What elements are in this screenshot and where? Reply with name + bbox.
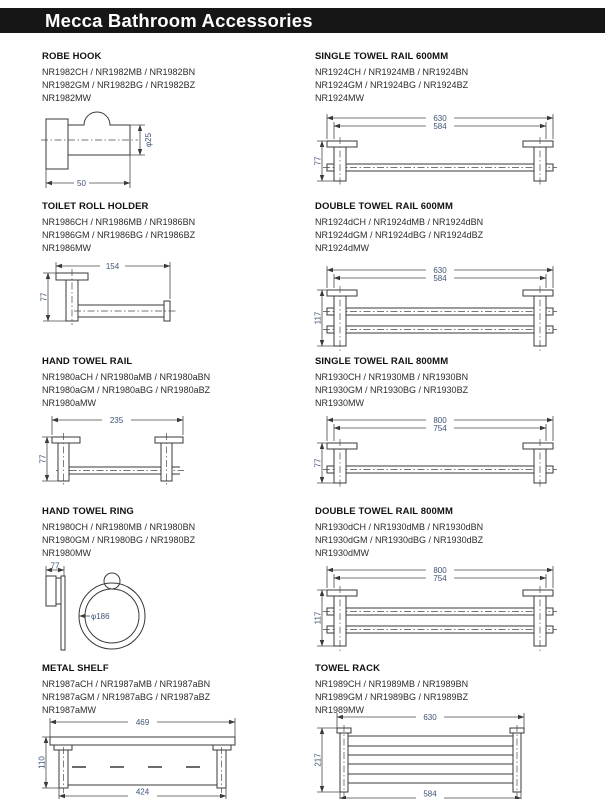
product-codes: NR1982GM / NR1982BG / NR1982BZ [42, 80, 196, 90]
dim-label: 424 [135, 787, 150, 797]
product-title: DOUBLE TOWEL RAIL 600MM [315, 201, 453, 212]
page-title: Mecca Bathroom Accessories [45, 10, 313, 31]
left-flange [327, 141, 357, 147]
rack-bars [348, 736, 513, 783]
section-single-towel-rail-600 [315, 51, 603, 201]
product-title: TOILET ROLL HOLDER [42, 201, 149, 212]
left-flange [327, 590, 357, 596]
left-flange [54, 745, 72, 750]
right-flange [213, 745, 231, 750]
product-codes: NR1924dCH / NR1924dMB / NR1924dBN [315, 217, 484, 227]
product-codes: NR1989GM / NR1989BG / NR1989BZ [315, 692, 469, 702]
section-double-towel-rail-600 [315, 201, 603, 351]
double-towel-rail-drawing [315, 564, 565, 656]
single-towel-rail-drawing [315, 111, 565, 191]
product-codes: NR1989MW [315, 705, 365, 715]
product-codes: NR1987aMW [42, 705, 97, 715]
product-codes: NR1986CH / NR1986MB / NR1986BN [42, 217, 196, 227]
product-codes: NR1980aGM / NR1980aBG / NR1980aBZ [42, 385, 211, 395]
dim-label: 50 [77, 179, 86, 188]
dim-label: 77 [38, 454, 48, 464]
product-codes: NR1930dMW [315, 548, 370, 558]
product-codes: NR1980CH / NR1980MB / NR1980BN [42, 522, 196, 532]
product-codes: NR1930MW [315, 398, 365, 408]
product-title: HAND TOWEL RAIL [42, 356, 133, 367]
product-codes: NR1980MW [42, 548, 92, 558]
product-codes: NR1989CH / NR1989MB / NR1989BN [315, 679, 469, 689]
product-codes: NR1987aGM / NR1987aBG / NR1987aBZ [42, 692, 211, 702]
dim-label: 630 [423, 713, 437, 722]
left-flange [52, 437, 80, 443]
dim-label: 217 [313, 753, 323, 767]
product-title: SINGLE TOWEL RAIL 600MM [315, 51, 449, 62]
product-title: HAND TOWEL RING [42, 506, 134, 517]
product-codes: NR1924dMW [315, 243, 370, 253]
product-codes: NR1930GM / NR1930BG / NR1930BZ [315, 385, 469, 395]
product-codes: NR1986GM / NR1986BG / NR1986BZ [42, 230, 196, 240]
dim-label: 584 [433, 274, 447, 283]
metal-shelf-drawing [37, 715, 245, 799]
dim-label: φ186 [91, 612, 110, 621]
dim-label: 117 [313, 611, 323, 625]
robe-hook-drawing [40, 111, 165, 196]
product-codes: NR1930dGM / NR1930dBG / NR1930dBZ [315, 535, 484, 545]
section-towel-rack [315, 663, 603, 799]
product-codes: NR1980GM / NR1980BG / NR1980BZ [42, 535, 196, 545]
towel-rack-drawing [315, 710, 550, 799]
ring-side-profile [61, 576, 65, 650]
dim-label: 77 [313, 156, 323, 166]
product-title: ROBE HOOK [42, 51, 102, 62]
dim-label: 754 [433, 574, 447, 583]
section-hand-towel-rail [38, 356, 307, 504]
dim-label: 469 [135, 718, 150, 727]
right-post [217, 750, 226, 788]
header-bar [0, 8, 605, 33]
product-codes: NR1987aCH / NR1987aMB / NR1987aBN [42, 679, 211, 689]
product-codes: NR1924MW [315, 93, 365, 103]
dim-label: 77 [313, 458, 323, 468]
plate-hub [56, 578, 61, 604]
dim-label: 77 [39, 292, 49, 302]
dim-label: 154 [105, 262, 120, 271]
product-codes: NR1980aMW [42, 398, 97, 408]
product-codes: NR1982MW [42, 93, 92, 103]
right-flange [523, 290, 553, 296]
left-flange [327, 290, 357, 296]
product-codes: NR1924GM / NR1924BG / NR1924BZ [315, 80, 469, 90]
toilet-roll-holder-drawing [40, 259, 180, 337]
product-title: TOWEL RACK [315, 663, 381, 674]
product-codes: NR1980aCH / NR1980aMB / NR1980aBN [42, 372, 211, 382]
hand-towel-ring-drawing [40, 562, 160, 657]
dim-label: 117 [313, 311, 323, 325]
dim-label: 110 [37, 756, 47, 769]
section-metal-shelf [37, 663, 307, 799]
product-codes: NR1924dGM / NR1924dBG / NR1924dBZ [315, 230, 484, 240]
right-flange [523, 590, 553, 596]
dim-label: 584 [423, 789, 437, 799]
right-flange [523, 141, 553, 147]
dim-label: 754 [433, 424, 447, 433]
product-codes: NR1924CH / NR1924MB / NR1924BN [315, 67, 469, 77]
right-flange [155, 437, 183, 443]
product-title: SINGLE TOWEL RAIL 800MM [315, 356, 449, 367]
single-towel-rail-drawing [315, 413, 565, 493]
dim-label: 800 [433, 416, 447, 425]
ring-knob [104, 573, 120, 589]
dim-label: 630 [433, 266, 447, 275]
dim-label: 800 [433, 566, 447, 575]
wall-plate [46, 576, 56, 606]
section-hand-towel-ring [42, 506, 307, 658]
product-title: METAL SHELF [42, 663, 109, 674]
dim-label: φ25 [144, 132, 153, 148]
left-flange [327, 443, 357, 449]
shelf-top-rail [50, 737, 235, 745]
hand-towel-rail-drawing [40, 413, 195, 493]
left-post [59, 750, 68, 788]
right-flange [523, 443, 553, 449]
product-title: DOUBLE TOWEL RAIL 800MM [315, 506, 453, 517]
product-codes: NR1986MW [42, 243, 92, 253]
section-robe-hook [42, 51, 307, 201]
section-double-towel-rail-800 [315, 506, 603, 658]
section-single-towel-rail-800 [315, 356, 603, 504]
dim-label: 77 [50, 561, 60, 571]
double-towel-rail-drawing [315, 264, 565, 356]
section-toilet-roll-holder [39, 201, 307, 351]
wall-plate [46, 119, 68, 169]
product-codes: NR1982CH / NR1982MB / NR1982BN [42, 67, 196, 77]
product-codes: NR1930CH / NR1930MB / NR1930BN [315, 372, 469, 382]
dim-label: 235 [109, 416, 124, 425]
hook-arm [68, 112, 130, 155]
dim-label: 584 [433, 122, 447, 131]
product-codes: NR1930dCH / NR1930dMB / NR1930dBN [315, 522, 484, 532]
dim-label: 630 [433, 114, 447, 123]
